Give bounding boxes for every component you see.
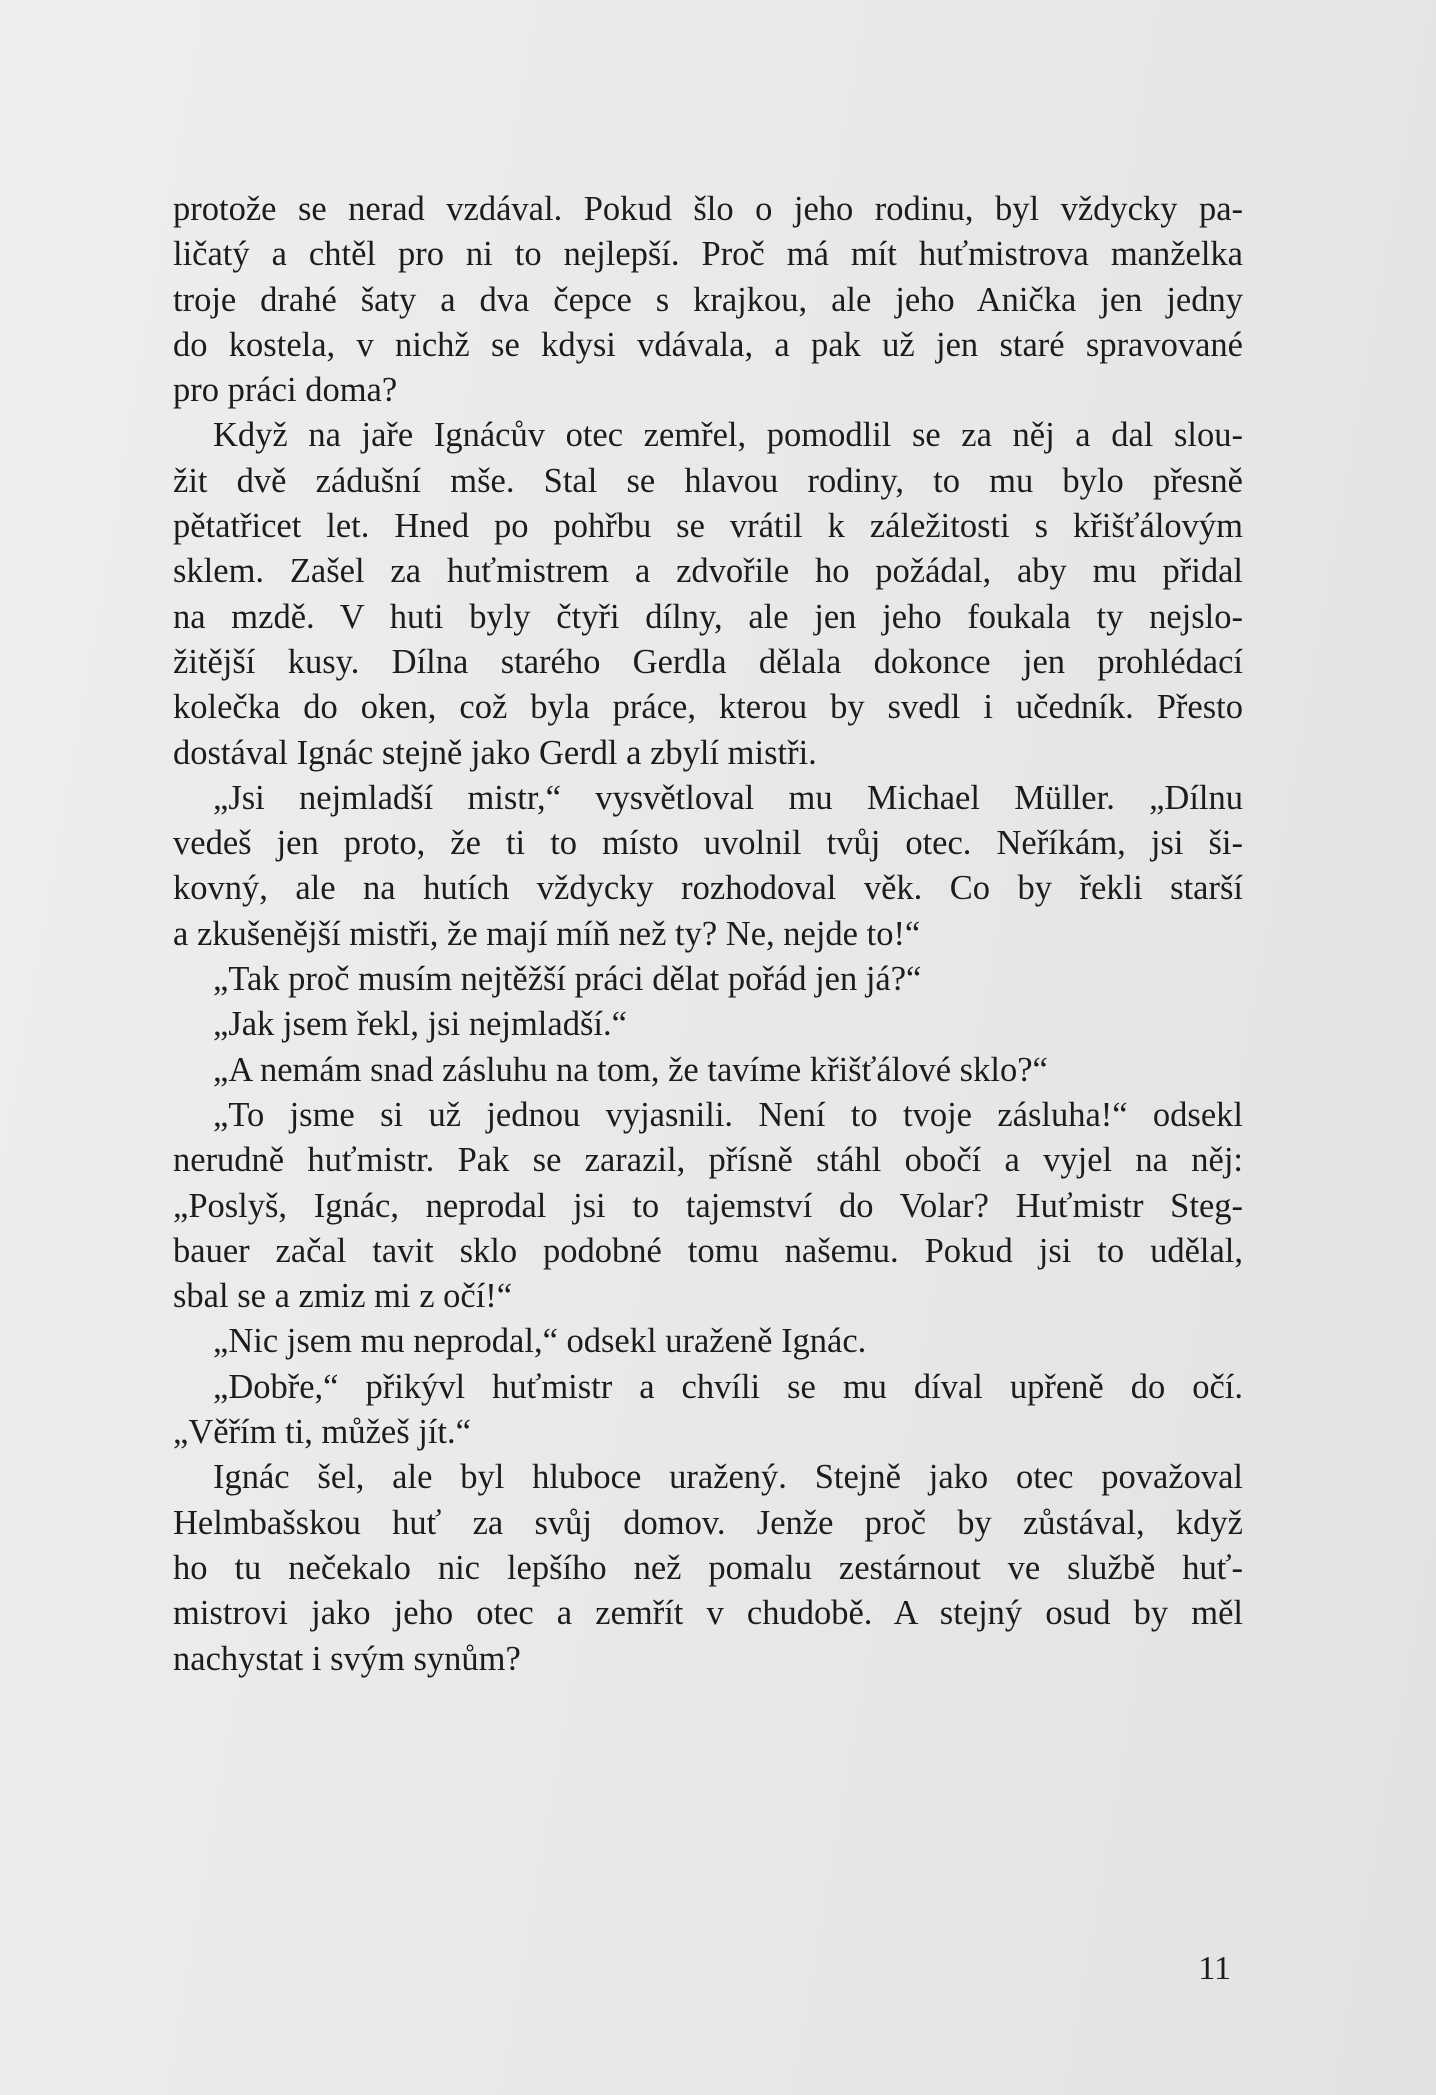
text-line: „Věřím ti, můžeš jít.“ — [173, 1413, 471, 1452]
text-line: dostával Ignác stejně jako Gerdl a zbylí mistři. — [173, 733, 817, 772]
text-line: sklem. Zašel za huťmistrem a zdvořile ho požádal, aby mu přidal — [173, 552, 1243, 591]
body-text — [173, 187, 1243, 1682]
text-line: na mzdě. V huti byly čtyři dílny, ale jen jeho foukala ty nejslo- — [173, 597, 1243, 636]
text-line: „Nic jsem mu neprodal,“ odsekl uraženě Ignác. — [213, 1322, 867, 1361]
text-line: „Jak jsem řekl, jsi nejmladší.“ — [213, 1005, 627, 1044]
text-line: nerudně huťmistr. Pak se zarazil, přísně stáhl obočí a vyjel na něj: — [173, 1141, 1243, 1180]
text-line: Ignác šel, ale byl hluboce uražený. Stejně jako otec považoval — [213, 1458, 1243, 1497]
text-line: ličatý a chtěl pro ni to nejlepší. Proč má mít huťmistrova manželka — [173, 235, 1243, 274]
text-line: „A nemám snad zásluhu na tom, že tavíme křišťálové sklo?“ — [213, 1050, 1048, 1089]
text-line: pro práci doma? — [173, 371, 398, 410]
page-number: 11 — [1198, 1950, 1231, 1987]
text-line: nachystat i svým synům? — [173, 1639, 521, 1678]
text-line: Když na jaře Ignácův otec zemřel, pomodlil se za něj a dal slou- — [213, 416, 1243, 455]
text-line: mistrovi jako jeho otec a zemřít v chudobě. A stejný osud by měl — [173, 1594, 1243, 1633]
text-line: žit dvě zádušní mše. Stal se hlavou rodiny, to mu bylo přesně — [173, 461, 1243, 500]
text-line: „To jsme si už jednou vyjasnili. Není to tvoje zásluha!“ odsekl — [213, 1095, 1243, 1134]
text-line: „Jsi nejmladší mistr,“ vysvětloval mu Michael Müller. „Dílnu — [213, 778, 1243, 817]
text-line: ho tu nečekalo nic lepšího než pomalu zestárnout ve službě huť- — [173, 1548, 1243, 1587]
text-line: „Poslyš, Ignác, neprodal jsi to tajemství do Volar? Huťmistr Steg- — [173, 1186, 1243, 1225]
text-line: a zkušenější mistři, že mají míň než ty? Ne, nejde to!“ — [173, 914, 921, 953]
text-line: bauer začal tavit sklo podobné tomu našemu. Pokud jsi to udělal, — [173, 1231, 1243, 1270]
text-line: troje drahé šaty a dva čepce s krajkou, ale jeho Anička jen jedny — [173, 280, 1243, 319]
text-line: vedeš jen proto, že ti to místo uvolnil tvůj otec. Neříkám, jsi ši- — [173, 824, 1243, 863]
text-line: protože se nerad vzdával. Pokud šlo o jeho rodinu, byl vždycky pa- — [173, 190, 1243, 228]
text-line: kovný, ale na hutích vždycky rozhodoval věk. Co by řekli starší — [173, 869, 1243, 908]
text-line: žitější kusy. Dílna starého Gerdla dělala dokonce jen prohlédací — [173, 642, 1243, 681]
text-line: Helmbašskou huť za svůj domov. Jenže proč by zůstával, když — [173, 1503, 1243, 1542]
text-line: sbal se a zmiz mi z očí!“ — [173, 1277, 513, 1316]
text-line: kolečka do oken, což byla práce, kterou by svedl i učedník. Přesto — [173, 688, 1243, 727]
text-line: „Dobře,“ přikývl huťmistr a chvíli se mu díval upřeně do očí. — [213, 1367, 1243, 1406]
text-line: pětatřicet let. Hned po pohřbu se vrátil k záležitosti s křišťálovým — [173, 507, 1243, 546]
text-line: do kostela, v nichž se kdysi vdávala, a pak už jen staré spravované — [173, 325, 1243, 364]
text-line: „Tak proč musím nejtěžší práci dělat pořád jen já?“ — [213, 960, 922, 999]
